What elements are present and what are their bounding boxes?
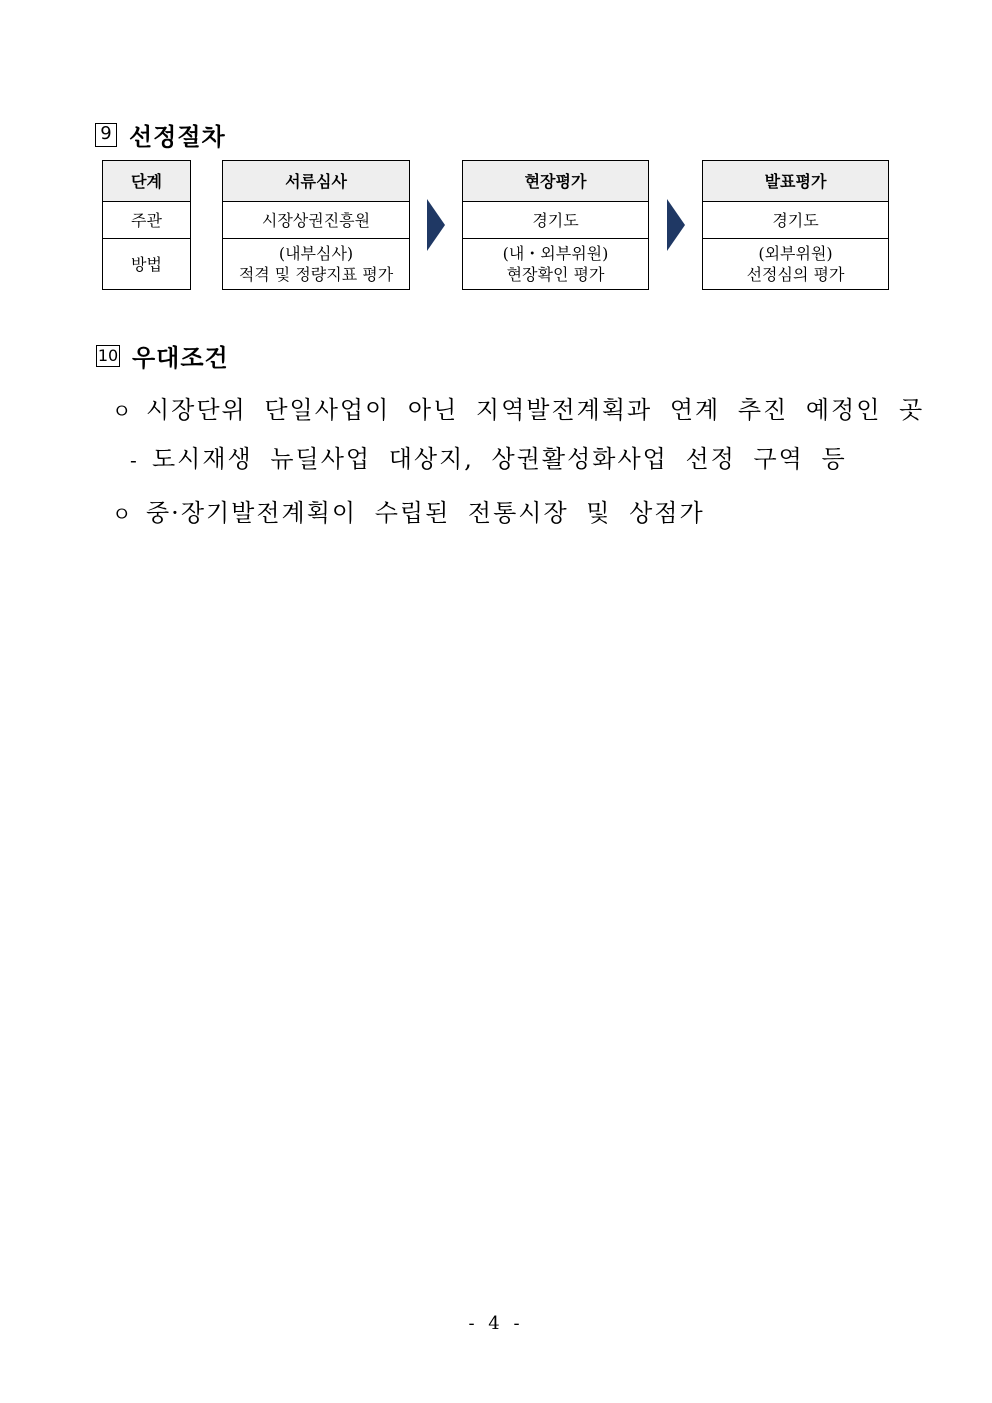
step-site-evaluation (462, 160, 649, 290)
step-method-line1: (외부위원) (758, 244, 833, 263)
step-method (703, 239, 889, 290)
host-label: 주관 (103, 202, 191, 239)
step-name: 서류심사 (223, 161, 410, 202)
step-document-review (222, 160, 410, 290)
step-method (223, 239, 410, 290)
step-method-line2: 선정심의 평가 (746, 265, 845, 284)
step-method-line2: 현장확인 평가 (506, 265, 605, 284)
condition-subitem (130, 439, 847, 474)
arrow-right-icon (667, 199, 685, 251)
step-method-line2: 적격 및 정량지표 평가 (238, 265, 394, 284)
step-host: 경기도 (463, 202, 649, 239)
step-presentation-evaluation (702, 160, 889, 290)
section-title: 선정절차 (129, 123, 226, 151)
step-name: 발표평가 (703, 161, 889, 202)
section-number: 10 (97, 345, 119, 365)
condition-text: 도시재생 뉴딜사업 대상지, 상권활성화사업 선정 구역 등 (152, 445, 847, 473)
arrow-right-icon (427, 199, 445, 251)
section-title: 우대조건 (132, 344, 229, 372)
dash-marker: - (130, 448, 139, 472)
section-9-heading (95, 117, 226, 152)
step-method (463, 239, 649, 290)
section-number: 9 (95, 123, 117, 147)
condition-item (112, 390, 924, 425)
step-method-line1: (내부심사) (278, 244, 354, 263)
bullet-marker: ㅇ (112, 502, 134, 526)
step-host: 경기도 (703, 202, 889, 239)
stage-label-column (102, 160, 191, 290)
step-host: 시장상권진흥원 (223, 202, 410, 239)
condition-text: 시장단위 단일사업이 아닌 지역발전계획과 연계 추진 예정인 곳 (146, 396, 925, 424)
bullet-marker: ㅇ (112, 399, 134, 423)
condition-item (112, 493, 705, 528)
section-10-heading (96, 338, 229, 373)
step-name: 현장평가 (463, 161, 649, 202)
condition-text: 중·장기발전계획이 수립된 전통시장 및 상점가 (146, 499, 705, 527)
page-number: - 4 - (468, 1313, 524, 1334)
stage-label: 단계 (103, 161, 191, 202)
step-method-line1: (내・외부위원) (502, 244, 609, 263)
method-label: 방법 (103, 239, 191, 290)
